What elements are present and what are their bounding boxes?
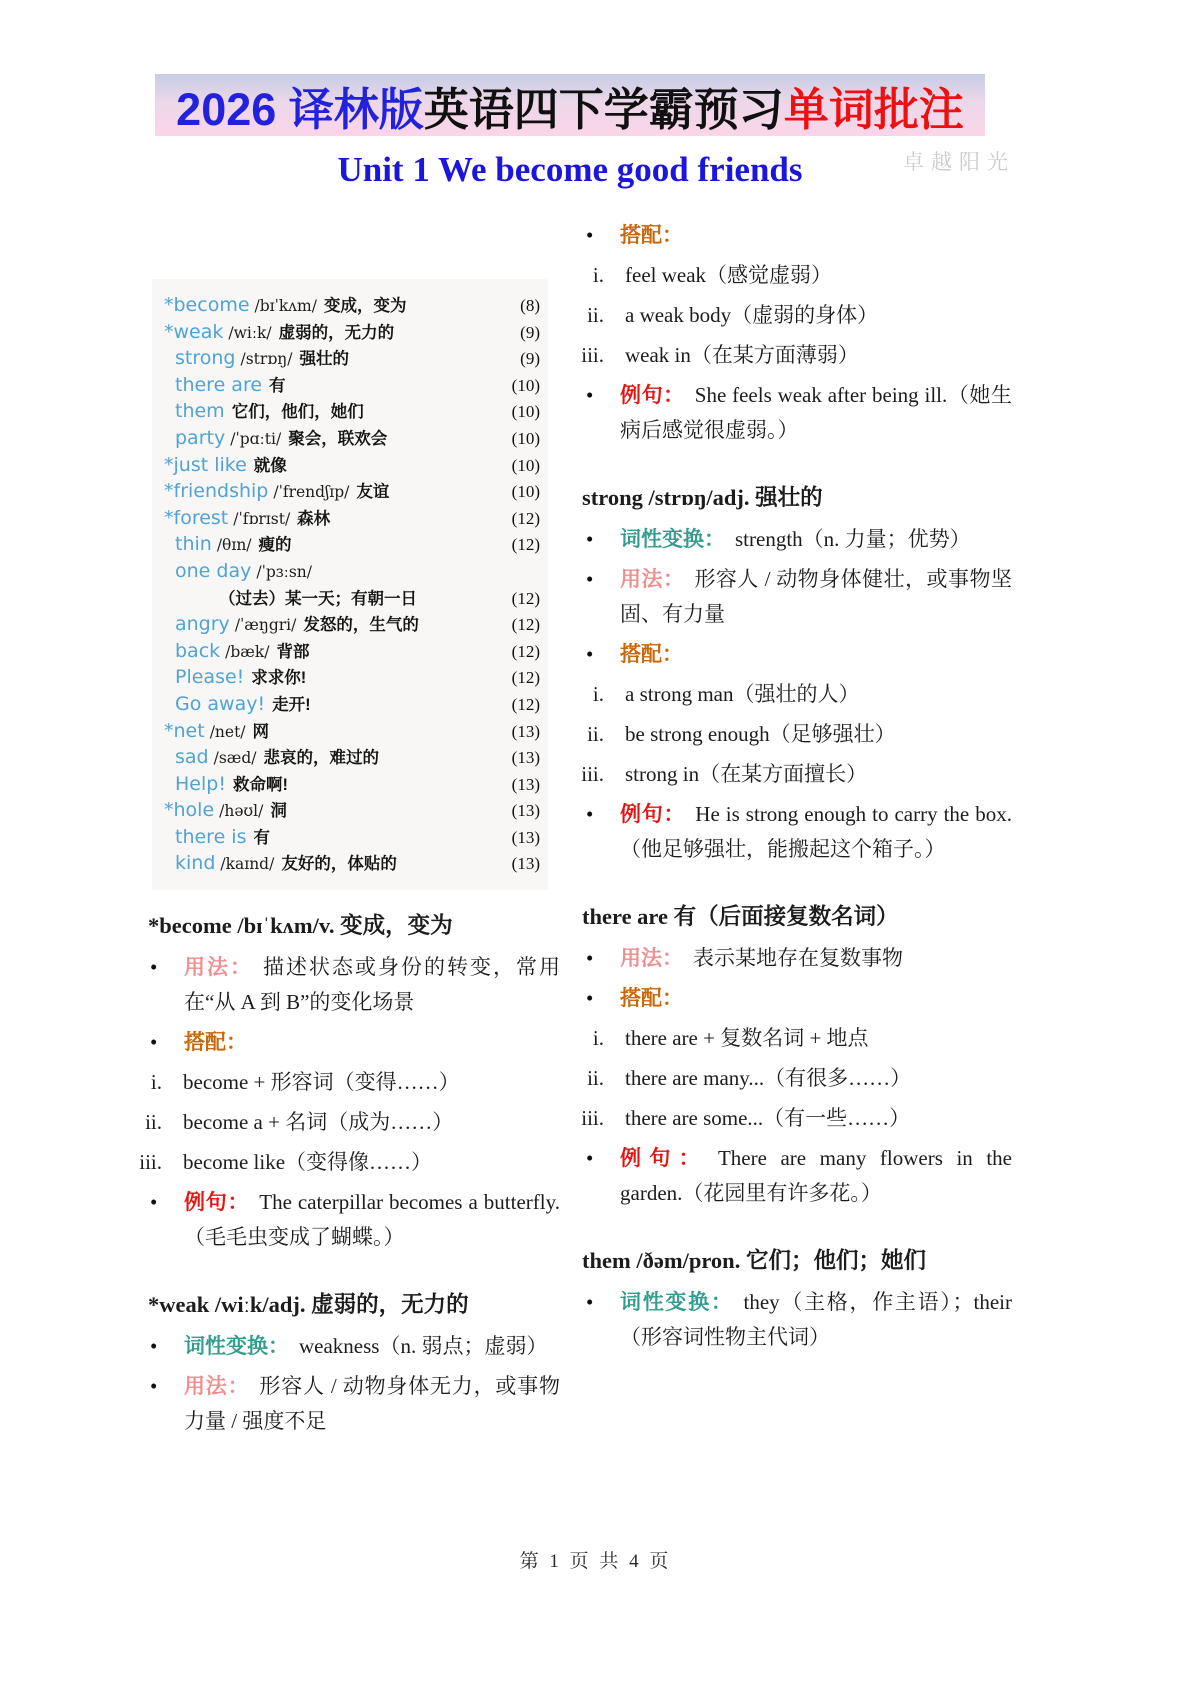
vocab-row bbox=[164, 506, 540, 533]
bullet-item bbox=[562, 941, 1014, 976]
item-body bbox=[184, 950, 562, 1020]
item-label: 例句： bbox=[620, 1147, 708, 1170]
item-body bbox=[620, 522, 1014, 557]
bullet-icon: • bbox=[586, 642, 594, 666]
bullet-icon: • bbox=[586, 383, 594, 407]
bullet-icon: • bbox=[150, 955, 158, 980]
item-text: strong in（在某方面擅长） bbox=[625, 762, 868, 786]
vocab-row bbox=[164, 612, 540, 639]
vocab-row bbox=[164, 639, 540, 666]
vocab-row bbox=[164, 532, 540, 559]
vocab-row bbox=[164, 851, 540, 878]
left-column bbox=[120, 213, 562, 1444]
roman-item bbox=[120, 1105, 562, 1140]
roman-numeral: iii. bbox=[581, 762, 604, 786]
item-text: There are many flowers in the garden.（花园里有许多花。） bbox=[620, 1146, 1012, 1205]
bullet-icon: • bbox=[586, 527, 594, 551]
vocab-meaning: 友谊 bbox=[356, 483, 390, 502]
bullet-item bbox=[562, 522, 1014, 557]
item-label: 词性变换： bbox=[184, 1335, 289, 1359]
vocab-row bbox=[164, 798, 540, 825]
item-body bbox=[620, 797, 1014, 867]
roman-item bbox=[562, 1021, 1014, 1056]
vocab-entry bbox=[164, 851, 512, 878]
header-banner bbox=[155, 74, 985, 136]
vocab-word: *just like bbox=[164, 453, 247, 476]
bullet-item bbox=[120, 1329, 562, 1364]
item-label: 例句： bbox=[184, 1191, 250, 1215]
vocab-entry bbox=[164, 479, 512, 506]
bullet-item bbox=[562, 797, 1014, 867]
vocab-word: them bbox=[175, 400, 225, 423]
vocab-word: party bbox=[175, 426, 226, 449]
vocab-phonetic: /həʊl/ bbox=[219, 802, 264, 821]
word-section bbox=[562, 901, 1014, 1211]
bullet-item bbox=[120, 950, 562, 1020]
vocab-page-number: (13) bbox=[511, 774, 540, 794]
vocab-entry bbox=[164, 320, 520, 347]
bullet-item bbox=[562, 378, 1014, 448]
vocab-phonetic: /ˈfrendʃɪp/ bbox=[273, 483, 350, 502]
vocab-word: one day bbox=[175, 559, 252, 582]
roman-numeral: ii. bbox=[587, 1066, 604, 1090]
bullet-icon: • bbox=[150, 1374, 158, 1399]
vocab-meaning: 森林 bbox=[297, 509, 331, 528]
vocab-entry bbox=[164, 373, 512, 400]
vocab-page-number: (13) bbox=[511, 854, 540, 874]
vocab-meaning: 强壮的 bbox=[299, 350, 349, 369]
bullet-item bbox=[562, 981, 1014, 1016]
vocab-entry bbox=[164, 559, 540, 586]
roman-numeral: i. bbox=[150, 1070, 162, 1095]
vocab-row bbox=[164, 453, 540, 480]
item-text: become like（变得像……） bbox=[183, 1150, 433, 1175]
vocab-word: thin bbox=[175, 533, 212, 556]
roman-item bbox=[562, 1101, 1014, 1136]
vocab-entry bbox=[164, 798, 512, 825]
vocab-row bbox=[164, 399, 540, 426]
item-text: feel weak（感觉虚弱） bbox=[625, 263, 833, 287]
vocab-row bbox=[164, 346, 540, 373]
vocab-page-number: (12) bbox=[511, 588, 540, 608]
vocab-word: *become bbox=[164, 294, 250, 316]
vocab-meaning: 悲哀的，难过的 bbox=[263, 749, 379, 768]
item-label: 词性变换： bbox=[620, 1291, 734, 1314]
word-section bbox=[120, 910, 562, 1255]
roman-numeral: ii. bbox=[145, 1110, 162, 1135]
word-heading: them /ðəm/pron. 它们；他们；她们 bbox=[582, 1248, 926, 1273]
item-text: weakness（n. 弱点；虚弱） bbox=[299, 1334, 548, 1359]
vocab-row bbox=[164, 719, 540, 746]
vocab-meaning: 虚弱的，无力的 bbox=[278, 323, 395, 342]
two-column-body bbox=[120, 213, 1020, 1444]
vocab-page-number: (12) bbox=[511, 641, 540, 661]
bullet-item bbox=[120, 1025, 562, 1060]
bullet-item bbox=[562, 1141, 1014, 1211]
vocab-phonetic: /bæk/ bbox=[225, 642, 270, 661]
bullet-icon: • bbox=[586, 802, 594, 826]
vocab-meaning: 求求你! bbox=[251, 669, 307, 688]
roman-item bbox=[562, 757, 1014, 792]
vocab-entry bbox=[164, 506, 512, 533]
vocab-word: *weak bbox=[164, 320, 224, 343]
bullet-icon: • bbox=[150, 1190, 158, 1215]
item-text: become + 形容词（变得……） bbox=[183, 1070, 460, 1095]
vocab-row bbox=[164, 692, 540, 719]
vocab-entry bbox=[164, 426, 512, 453]
roman-numeral: iii. bbox=[581, 1106, 604, 1130]
vocab-page-number: (13) bbox=[511, 827, 540, 847]
item-text: She feels weak after being ill.（她生病后感觉很虚弱。） bbox=[620, 383, 1013, 442]
bullet-item bbox=[562, 562, 1014, 632]
vocab-word: Go away! bbox=[175, 692, 266, 715]
roman-numeral: i. bbox=[592, 263, 604, 287]
vocab-page-number: (12) bbox=[511, 694, 540, 714]
vocab-meaning: 网 bbox=[252, 722, 270, 741]
unit-title: Unit 1 We become good friends bbox=[337, 150, 803, 189]
watermark: 卓越阳光 bbox=[903, 151, 1015, 174]
vocab-page-number: (10) bbox=[511, 428, 540, 448]
vocab-page-number: (12) bbox=[511, 508, 540, 528]
vocab-row bbox=[164, 373, 540, 400]
vocab-page-number: (12) bbox=[511, 535, 540, 555]
roman-item bbox=[120, 1145, 562, 1180]
vocab-phonetic: /net/ bbox=[209, 722, 246, 741]
item-text: strength（n. 力量；优势） bbox=[735, 527, 971, 551]
item-label: 用法： bbox=[620, 947, 683, 970]
bullet-icon: • bbox=[586, 1146, 594, 1170]
vocab-word: kind bbox=[175, 852, 216, 875]
vocab-word: angry bbox=[175, 613, 230, 636]
vocab-phonetic: /ˈpɑːti/ bbox=[230, 429, 282, 448]
bullet-icon: • bbox=[586, 1290, 594, 1314]
bullet-item bbox=[562, 1285, 1014, 1355]
vocab-entry bbox=[164, 532, 512, 559]
bullet-icon: • bbox=[150, 1030, 158, 1055]
vocab-word: there is bbox=[175, 825, 247, 848]
right-column bbox=[562, 213, 1014, 1360]
roman-numeral: ii. bbox=[587, 303, 604, 327]
vocab-word: *net bbox=[164, 719, 205, 742]
vocab-page-number: (10) bbox=[511, 402, 540, 422]
vocab-page-number: (9) bbox=[520, 349, 540, 369]
vocab-entry bbox=[164, 346, 520, 373]
item-label: 用法： bbox=[620, 568, 685, 591]
vocab-meaning: （过去）某一天；有朝一日 bbox=[219, 589, 417, 608]
item-text: 描述状态或身份的转变，常用在“从 A 到 B”的变化场景 bbox=[184, 955, 560, 1015]
item-text: 形容人 / 动物身体健壮，或事物坚固、有力量 bbox=[620, 567, 1012, 626]
item-body bbox=[620, 1141, 1014, 1211]
vocab-row bbox=[164, 559, 540, 586]
vocab-meaning: 发怒的，生气的 bbox=[303, 616, 419, 635]
item-body bbox=[184, 1329, 562, 1364]
item-body bbox=[620, 941, 1014, 976]
vocab-phonetic: /sæd/ bbox=[213, 749, 257, 768]
vocab-meaning: 走开! bbox=[272, 695, 311, 714]
roman-numeral: i. bbox=[592, 682, 604, 706]
vocab-meaning: 瘦的 bbox=[258, 536, 292, 555]
item-body bbox=[184, 1025, 562, 1060]
item-text: He is strong enough to carry the box.（他足够强壮，能搬起这个箱子。） bbox=[620, 802, 1013, 861]
vocab-page-number: (10) bbox=[511, 375, 540, 395]
vocab-entry bbox=[164, 772, 512, 799]
vocab-phonetic: /strɒŋ/ bbox=[240, 350, 293, 369]
item-text: a strong man（强壮的人） bbox=[625, 682, 860, 706]
vocab-meaning: 就像 bbox=[253, 456, 287, 475]
item-body bbox=[620, 637, 1014, 672]
roman-numeral: ii. bbox=[587, 722, 604, 746]
roman-item bbox=[562, 1061, 1014, 1096]
banner-text-red: 单词批注 bbox=[783, 83, 964, 135]
vocab-entry bbox=[164, 453, 512, 480]
item-label: 例句： bbox=[620, 384, 685, 407]
roman-item bbox=[562, 338, 1014, 373]
roman-numeral: iii. bbox=[139, 1150, 162, 1175]
vocab-phonetic: /θɪn/ bbox=[216, 536, 252, 555]
vocab-meaning: 救命啊! bbox=[232, 775, 288, 794]
item-label: 搭配： bbox=[620, 987, 683, 1010]
vocab-row bbox=[164, 825, 540, 852]
item-label: 搭配： bbox=[620, 224, 683, 247]
vocab-word: strong bbox=[175, 347, 236, 370]
roman-item bbox=[562, 717, 1014, 752]
vocab-page-number: (13) bbox=[511, 801, 540, 821]
item-text: they（主格，作主语）；their（形容词性物主代词） bbox=[620, 1290, 1013, 1349]
vocab-list-scan bbox=[152, 279, 548, 890]
vocab-row bbox=[164, 293, 540, 320]
right-sections bbox=[562, 218, 1014, 1355]
item-body bbox=[620, 562, 1014, 632]
vocab-page-number: (13) bbox=[511, 748, 540, 768]
vocab-entry bbox=[164, 639, 512, 666]
vocab-page-number: (13) bbox=[511, 721, 540, 741]
item-text: there are some...（有一些……） bbox=[625, 1106, 911, 1130]
item-body bbox=[184, 1185, 562, 1255]
item-text: there are many...（有很多……） bbox=[625, 1066, 912, 1090]
vocab-phonetic: /ˈpɜːsn/ bbox=[256, 562, 313, 581]
word-heading: *weak /wiːk/adj. 虚弱的，无力的 bbox=[148, 1292, 469, 1318]
roman-numeral: i. bbox=[592, 1026, 604, 1050]
bullet-item bbox=[562, 218, 1014, 253]
word-heading: strong /strɒŋ/adj. 强壮的 bbox=[582, 485, 823, 510]
item-label: 词性变换： bbox=[620, 528, 725, 551]
bullet-icon: • bbox=[586, 567, 594, 591]
vocab-entry bbox=[164, 587, 512, 613]
vocab-word: *forest bbox=[164, 506, 229, 529]
word-section bbox=[562, 218, 1014, 448]
vocab-entry bbox=[164, 612, 512, 639]
roman-item bbox=[562, 258, 1014, 293]
word-section bbox=[562, 1245, 1014, 1355]
banner-text-blue: 2026 译林版 bbox=[176, 83, 424, 135]
vocab-entry bbox=[164, 825, 512, 852]
vocab-word: there are bbox=[175, 373, 263, 396]
word-heading: there are 有（后面接复数名词） bbox=[582, 904, 899, 929]
vocab-meaning: 聚会，联欢会 bbox=[288, 429, 388, 448]
item-text: weak in（在某方面薄弱） bbox=[625, 343, 859, 367]
item-text: become a + 名词（成为……） bbox=[183, 1110, 454, 1135]
vocab-word: Help! bbox=[175, 772, 226, 795]
vocab-entry bbox=[164, 719, 512, 746]
item-text: The caterpillar becomes a butterfly.（毛毛虫变成了蝴蝶。） bbox=[184, 1190, 560, 1250]
vocab-page-number: (10) bbox=[511, 482, 540, 502]
roman-item bbox=[120, 1065, 562, 1100]
vocab-phonetic: /bɪˈkʌm/ bbox=[254, 297, 317, 315]
vocab-phonetic: /ˈæŋgri/ bbox=[234, 616, 297, 635]
item-label: 用法： bbox=[184, 1375, 250, 1399]
bullet-icon: • bbox=[586, 986, 594, 1010]
vocab-page-number: (10) bbox=[511, 455, 540, 475]
item-text: 形容人 / 动物身体无力，或事物力量 / 强度不足 bbox=[184, 1374, 561, 1434]
vocab-row bbox=[164, 665, 540, 692]
item-text: a weak body（虚弱的身体） bbox=[625, 303, 879, 327]
vocab-meaning: 有 bbox=[253, 828, 270, 847]
item-body bbox=[620, 981, 1014, 1016]
vocab-word: *friendship bbox=[164, 480, 269, 503]
vocab-phonetic: /wiːk/ bbox=[228, 323, 272, 342]
vocab-word: *hole bbox=[164, 799, 215, 822]
vocab-entry bbox=[164, 745, 512, 772]
page-footer: 第 1 页 共 4 页 bbox=[519, 1551, 672, 1572]
vocab-meaning: 变成，变为 bbox=[323, 297, 407, 315]
banner-text-black: 英语四下学霸预习 bbox=[423, 83, 784, 135]
left-sections bbox=[120, 910, 562, 1439]
item-label: 用法： bbox=[184, 956, 253, 980]
bullet-item bbox=[120, 1185, 562, 1255]
vocab-row bbox=[164, 745, 540, 772]
item-label: 搭配： bbox=[184, 1031, 247, 1055]
bullet-item bbox=[120, 1369, 562, 1439]
vocab-meaning: 洞 bbox=[270, 802, 287, 821]
word-section bbox=[120, 1289, 562, 1439]
vocab-row bbox=[164, 772, 540, 799]
vocab-row bbox=[164, 320, 540, 347]
roman-numeral: iii. bbox=[581, 343, 604, 367]
vocab-meaning: 背部 bbox=[276, 642, 310, 661]
vocab-word: sad bbox=[175, 746, 209, 769]
vocab-row bbox=[164, 586, 540, 613]
vocab-row bbox=[164, 479, 540, 506]
item-body bbox=[620, 1285, 1014, 1355]
item-text: be strong enough（足够强壮） bbox=[625, 722, 896, 746]
vocab-entry bbox=[164, 293, 520, 320]
vocab-entry bbox=[164, 692, 512, 719]
vocab-word: Please! bbox=[175, 666, 245, 689]
roman-item bbox=[562, 298, 1014, 333]
vocab-page-number: (12) bbox=[511, 615, 540, 635]
bullet-icon: • bbox=[586, 946, 594, 970]
word-section bbox=[562, 482, 1014, 867]
vocab-word: back bbox=[175, 639, 221, 662]
vocab-phonetic: /ˈfɒrɪst/ bbox=[233, 509, 291, 528]
item-label: 搭配： bbox=[620, 643, 683, 666]
vocab-meaning: 它们，他们，她们 bbox=[231, 403, 364, 422]
vocab-meaning: 有 bbox=[269, 376, 286, 395]
item-body bbox=[620, 218, 1014, 253]
vocab-entry bbox=[164, 399, 512, 426]
bullet-item bbox=[562, 637, 1014, 672]
item-body bbox=[184, 1369, 562, 1439]
word-heading: *become /bɪˈkʌm/v. 变成，变为 bbox=[148, 913, 453, 939]
vocab-meaning: 友好的，体贴的 bbox=[281, 855, 397, 874]
vocab-row bbox=[164, 426, 540, 453]
vocab-phonetic: /kaɪnd/ bbox=[220, 855, 275, 874]
vocab-page-number: (8) bbox=[520, 296, 540, 315]
bullet-icon: • bbox=[586, 223, 594, 247]
vocab-page-number: (12) bbox=[511, 668, 540, 688]
item-text: 表示某地存在复数事物 bbox=[693, 946, 903, 970]
item-body bbox=[620, 378, 1014, 448]
item-text: there are + 复数名词 + 地点 bbox=[625, 1026, 869, 1050]
vocab-entry bbox=[164, 665, 512, 692]
vocab-page-number: (9) bbox=[520, 322, 540, 342]
bullet-icon: • bbox=[150, 1334, 158, 1359]
roman-item bbox=[562, 677, 1014, 712]
item-label: 例句： bbox=[620, 803, 686, 826]
